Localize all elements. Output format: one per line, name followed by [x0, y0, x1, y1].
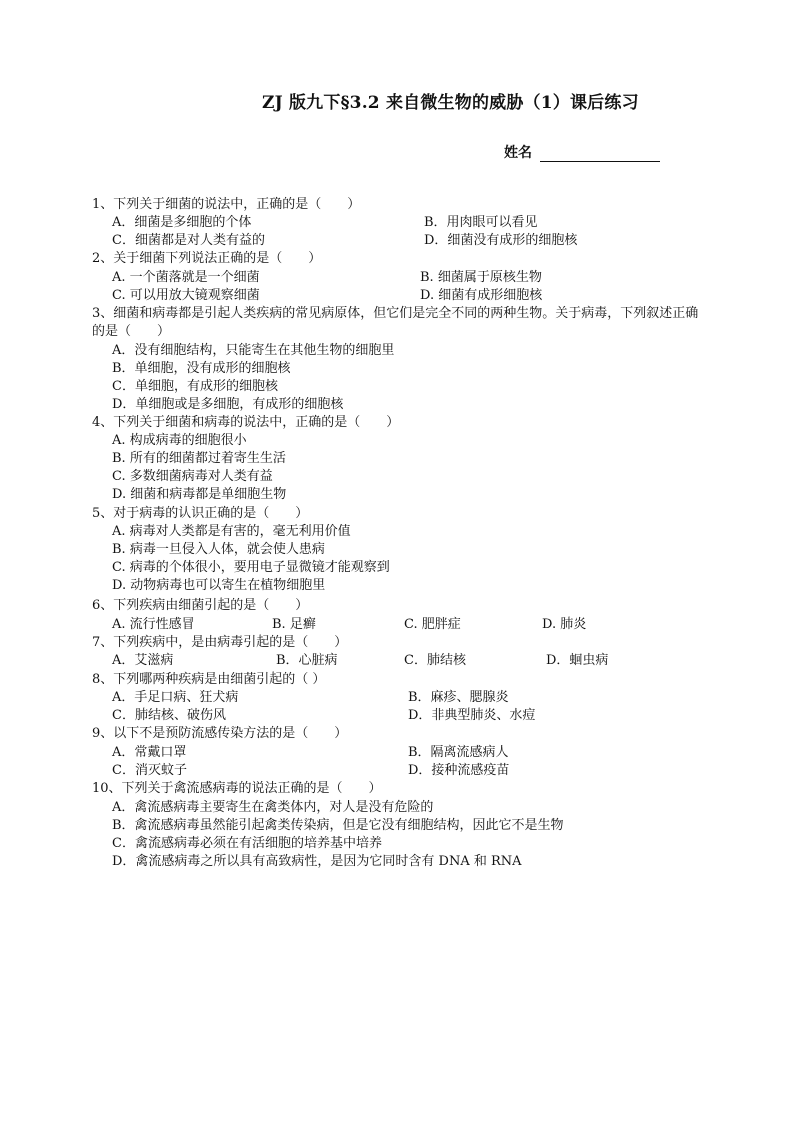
question-2-option-c: C. 可以用放大镜观察细菌: [112, 288, 260, 303]
question-6-option-d: D. 肺炎: [542, 617, 587, 632]
question-4-stem: 4、下列关于细菌和病毒的说法中，正确的是（ ）: [92, 415, 400, 430]
question-3-option-b: B．单细胞，没有成形的细胞核: [112, 361, 291, 376]
question-4-option-d: D. 细菌和病毒都是单细胞生物: [112, 487, 287, 502]
question-7-option-c: C．肺结核: [404, 653, 466, 668]
question-5-option-b: B. 病毒一旦侵入人体，就会使人患病: [112, 542, 325, 557]
question-10-option-c: C．禽流感病毒必须在有活细胞的培养基中培养: [112, 836, 382, 851]
question-9-stem: 9、以下不是预防流感传染方法的是（ ）: [92, 726, 348, 741]
question-3-stem: 3、细菌和病毒都是引起人类疾病的常见病原体，但它们是完全不同的两种生物。关于病毒，下列叙述正确的是（ ）: [92, 306, 699, 339]
question-8-option-b: B．麻疹、腮腺炎: [408, 690, 509, 705]
question-5-option-a: A. 病毒对人类都是有害的，毫无利用价值: [112, 524, 351, 539]
question-10-option-b: B．禽流感病毒虽然能引起禽类传染病，但是它没有细胞结构，因此它不是生物: [112, 818, 564, 833]
question-10-option-d: D．禽流感病毒之所以具有高致病性，是因为它同时含有 DNA 和 RNA: [112, 854, 522, 869]
question-3-option-c: C．单细胞，有成形的细胞核: [112, 379, 278, 394]
question-6-option-c: C. 肥胖症: [404, 617, 461, 632]
question-3-option-d: D．单细胞或是多细胞，有成形的细胞核: [112, 397, 344, 412]
question-6-stem: 6、下列疾病由细菌引起的是（ ）: [92, 598, 309, 613]
question-4-option-b: B. 所有的细菌都过着寄生生活: [112, 451, 286, 466]
question-2-stem: 2、关于细菌下列说法正确的是（ ）: [92, 251, 322, 266]
question-7-option-d: D．蛔虫病: [546, 653, 609, 668]
question-8-option-d: D．非典型肺炎、水痘: [408, 708, 536, 723]
question-2-option-d: D. 细菌有成形细胞核: [420, 288, 543, 303]
question-7-stem: 7、下列疾病中，是由病毒引起的是（ ）: [92, 635, 348, 650]
name-blank-line: [540, 147, 660, 162]
question-10-stem: 10、下列关于禽流感病毒的说法正确的是（ ）: [92, 781, 382, 796]
question-1-option-a: A．细菌是多细胞的个体: [112, 215, 252, 230]
question-9-option-c: C．消灭蚊子: [112, 763, 187, 778]
page-title: ZJ 版九下§3.2 来自微生物的威胁（1）课后练习: [262, 93, 639, 113]
question-8-option-a: A．手足口病、狂犬病: [112, 690, 239, 705]
question-6-option-b: B. 足癣: [272, 617, 316, 632]
question-5-stem: 5、对于病毒的认识正确的是（ ）: [92, 506, 309, 521]
question-9-option-b: B．隔离流感病人: [408, 745, 509, 760]
question-2-option-a: A. 一个菌落就是一个细菌: [112, 270, 260, 285]
name-label: 姓名: [504, 145, 532, 161]
question-9-option-a: A．常戴口罩: [112, 745, 187, 760]
question-2-option-b: B. 细菌属于原核生物: [420, 270, 542, 285]
question-1-option-d: D．细菌没有成形的细胞核: [424, 233, 578, 248]
question-4-option-c: C. 多数细菌病毒对人类有益: [112, 469, 273, 484]
question-8-stem: 8、下列哪两种疾病是由细菌引起的（ ）: [92, 672, 326, 687]
question-4-option-a: A. 构成病毒的细胞很小: [112, 433, 247, 448]
question-10-option-a: A．禽流感病毒主要寄生在禽类体内，对人是没有危险的: [112, 800, 434, 815]
question-9-option-d: D．接种流感疫苗: [408, 763, 510, 778]
question-7-option-b: B．心脏病: [276, 653, 338, 668]
question-1-option-c: C．细菌都是对人类有益的: [112, 233, 265, 248]
question-5-option-d: D. 动物病毒也可以寄生在植物细胞里: [112, 578, 326, 593]
question-8-option-c: C．肺结核、破伤风: [112, 708, 226, 723]
question-5-option-c: C. 病毒的个体很小，要用电子显微镜才能观察到: [112, 560, 390, 575]
question-6-option-a: A. 流行性感冒: [112, 617, 195, 632]
question-1-stem: 1、下列关于细菌的说法中，正确的是（ ）: [92, 197, 361, 212]
question-1-option-b: B．用肉眼可以看见: [424, 215, 538, 230]
name-field: [504, 142, 660, 162]
question-3-option-a: A．没有细胞结构，只能寄生在其他生物的细胞里: [112, 343, 395, 358]
question-7-option-a: A．艾滋病: [112, 653, 174, 668]
